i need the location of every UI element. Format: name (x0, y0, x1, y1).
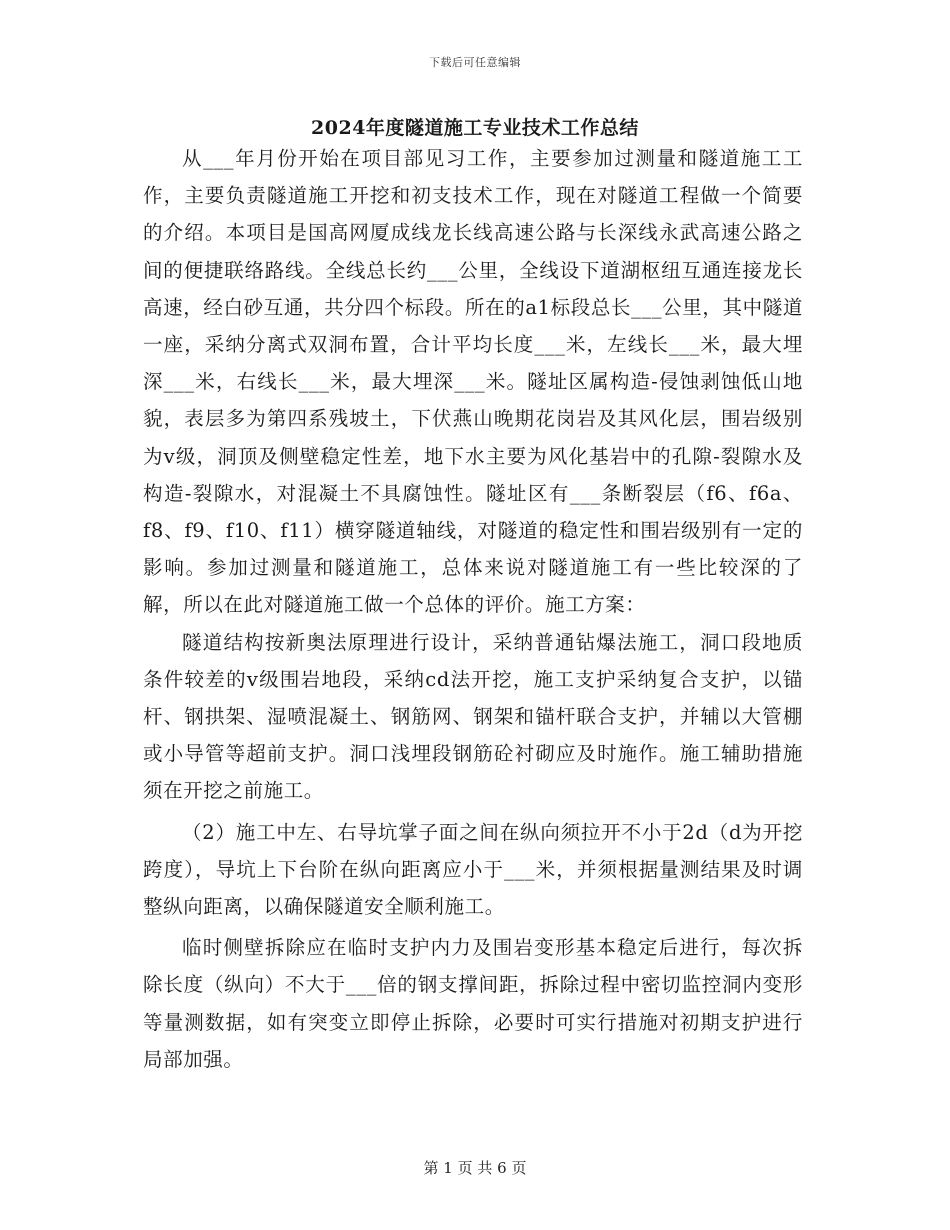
paragraph-construction-method: 隧道结构按新奥法原理进行设计，采纳普通钻爆法施工，洞口段地质条件较差的v级围岩地段，采纳cd法开挖，施工支护采纳复合支护，以锚杆、钢拱架、湿喷混凝土、钢筋网、钢架和锚杆联合支护，并辅以大管棚或小导管等超前支护。洞口浅埋段钢筋砼衬砌应及时施作。施工辅助措施须在开挖之前施工。 (143, 630, 803, 803)
page-number-footer: 第 1 页 共 6 页 (423, 1159, 527, 1177)
paragraph-temporary-wall-removal: 临时侧壁拆除应在临时支护内力及围岩变形基本稳定后进行，每次拆除长度（纵向）不大于___倍的钢支撑间距，拆除过程中密切监控洞内变形等量测数据，如有突变立即停止拆除，必要时可实行措施对初期支护进行局部加强。 (143, 936, 803, 1071)
document-title: 2024年度隧道施工专业技术工作总结 (311, 117, 639, 139)
document-body (143, 140, 803, 1082)
paragraph-intro: 从___年月份开始在项目部见习工作，主要参加过测量和隧道施工工作，主要负责隧道施工开挖和初支技术工作，现在对隧道工程做一个简要的介绍。本项目是国高网厦成线龙长线高速公路与长深线永武高速公路之间的便捷联络路线。全线总长约___公里，全线设下道湖枢纽互通连接龙长高速，经白砂互通，共分四个标段。所在的a1标段总长___公里，其中隧道一座，采纳分离式双洞布置，合计平均长度___米，左线长___米，最大埋深___米，右线长___米，最大埋深___米。隧址区属构造-侵蚀剥蚀低山地貌，表层多为第四系残坡土，下伏燕山晚期花岗岩及其风化层，围岩级别为v级，洞顶及侧壁稳定性差，地下水主要为风化基岩中的孔隙-裂隙水及构造-裂隙水，对混凝土不具腐蚀性。隧址区有___条断裂层（f6、f6a、f8、f9、f10、f11）横穿隧道轴线，对隧道的稳定性和围岩级别有一定的影响。参加过测量和隧道施工，总体来说对隧道施工有一些比较深的了解，所以在此对隧道施工做一个总体的评价。施工方案： (143, 147, 803, 617)
paragraph-excavation-distance: （2）施工中左、右导坑掌子面之间在纵向须拉开不小于2d（d为开挖跨度），导坑上下台阶在纵向距离应小于___米，并须根据量测结果及时调整纵向距离，以确保隧道安全顺利施工。 (143, 820, 803, 919)
header-note: 下载后可任意编辑 (429, 56, 521, 69)
